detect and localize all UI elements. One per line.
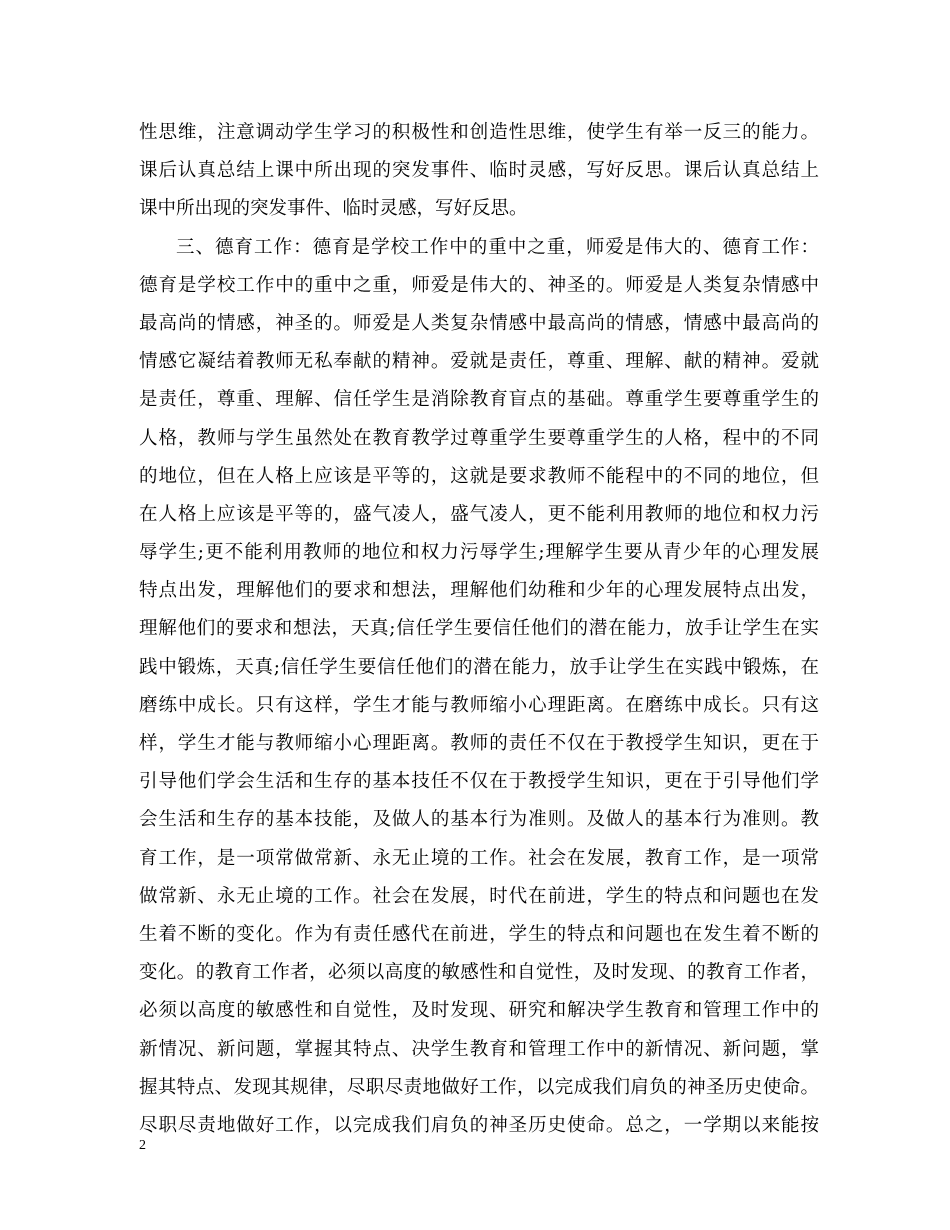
text-line: 做常新、永无止境的工作。社会在发展，时代在前进，学生的特点和问题也在发 (139, 885, 819, 907)
text-line: 辱学生;更不能利用教师的地位和权力污辱学生;理解学生要从青少年的心理发展 (139, 542, 819, 564)
text-line: 特点出发，理解他们的要求和想法，理解他们幼稚和少年的心理发展特点出发， (139, 580, 819, 602)
text-line: 性思维，注意调动学生学习的积极性和创造性思维，使学生有举一反三的能力。 (139, 122, 819, 143)
text-line: 样，学生才能与教师缩小心理距离。教师的责任不仅在于教授学生知识，更在于 (139, 733, 819, 754)
text-line: 人格，教师与学生虽然处在教育教学过尊重学生要尊重学生的人格，程中的不同 (139, 427, 819, 449)
text-line: 握其特点、发现其规律，尽职尽责地做好工作，以完成我们肩负的神圣历史使命。 (139, 1076, 819, 1098)
text-line: 引导他们学会生活和生存的基本技任不仅在于教授学生知识，更在于引导他们学 (139, 771, 819, 793)
text-line: 生着不断的变化。作为有责任感代在前进，学生的特点和问题也在发生着不断的 (139, 923, 819, 945)
text-line: 变化。的教育工作者，必须以高度的敏感性和自觉性，及时发现、的教育工作者， (139, 962, 819, 984)
text-line: 理解他们的要求和想法，天真;信任学生要信任他们的潜在能力，放手让学生在实 (139, 618, 819, 640)
page-number: 2 (139, 1138, 146, 1153)
text-line: 情感它凝结着教师无私奉献的精神。爱就是责任，尊重、理解、献的精神。爱就 (139, 351, 819, 373)
text-line: 新情况、新问题，掌握其特点、决学生教育和管理工作中的新情况、新问题，掌 (139, 1038, 819, 1060)
text-line: 是责任，尊重、理解、信任学生是消除教育盲点的基础。尊重学生要尊重学生的 (139, 389, 819, 411)
text-line: 最高尚的情感，神圣的。师爱是人类复杂情感中最高尚的情感，情感中最高尚的 (139, 312, 819, 334)
text-line: 三、德育工作：德育是学校工作中的重中之重，师爱是伟大的、德育工作： (176, 236, 819, 258)
text-line: 尽职尽责地做好工作，以完成我们肩负的神圣历史使命。总之，一学期以来能按 (139, 1114, 819, 1136)
text-line: 践中锻炼，天真;信任学生要信任他们的潜在能力，放手让学生在实践中锻炼，在 (139, 656, 819, 678)
text-line: 的地位，但在人格上应该是平等的，这就是要求教师不能程中的不同的地位，但 (139, 465, 819, 487)
text-line: 德育是学校工作中的重中之重，师爱是伟大的、神圣的。师爱是人类复杂情感中 (139, 274, 819, 296)
text-line: 磨练中成长。只有这样，学生才能与教师缩小心理距离。在磨练中成长。只有这 (139, 694, 819, 716)
body-text (139, 114, 819, 1145)
text-line: 课后认真总结上课中所出现的突发事件、临时灵感，写好反思。课后认真总结上 (139, 160, 819, 182)
text-line: 课中所出现的突发事件、临时灵感，写好反思。 (139, 198, 528, 220)
text-line: 会生活和生存的基本技能，及做人的基本行为准则。及做人的基本行为准则。教 (139, 809, 819, 831)
text-line: 在人格上应该是平等的，盛气凌人，盛气凌人，更不能利用教师的地位和权力污 (139, 503, 819, 525)
text-line: 必须以高度的敏感性和自觉性，及时发现、研究和解决学生教育和管理工作中的 (139, 1000, 819, 1022)
text-line: 育工作，是一项常做常新、永无止境的工作。社会在发展，教育工作，是一项常 (139, 847, 819, 869)
